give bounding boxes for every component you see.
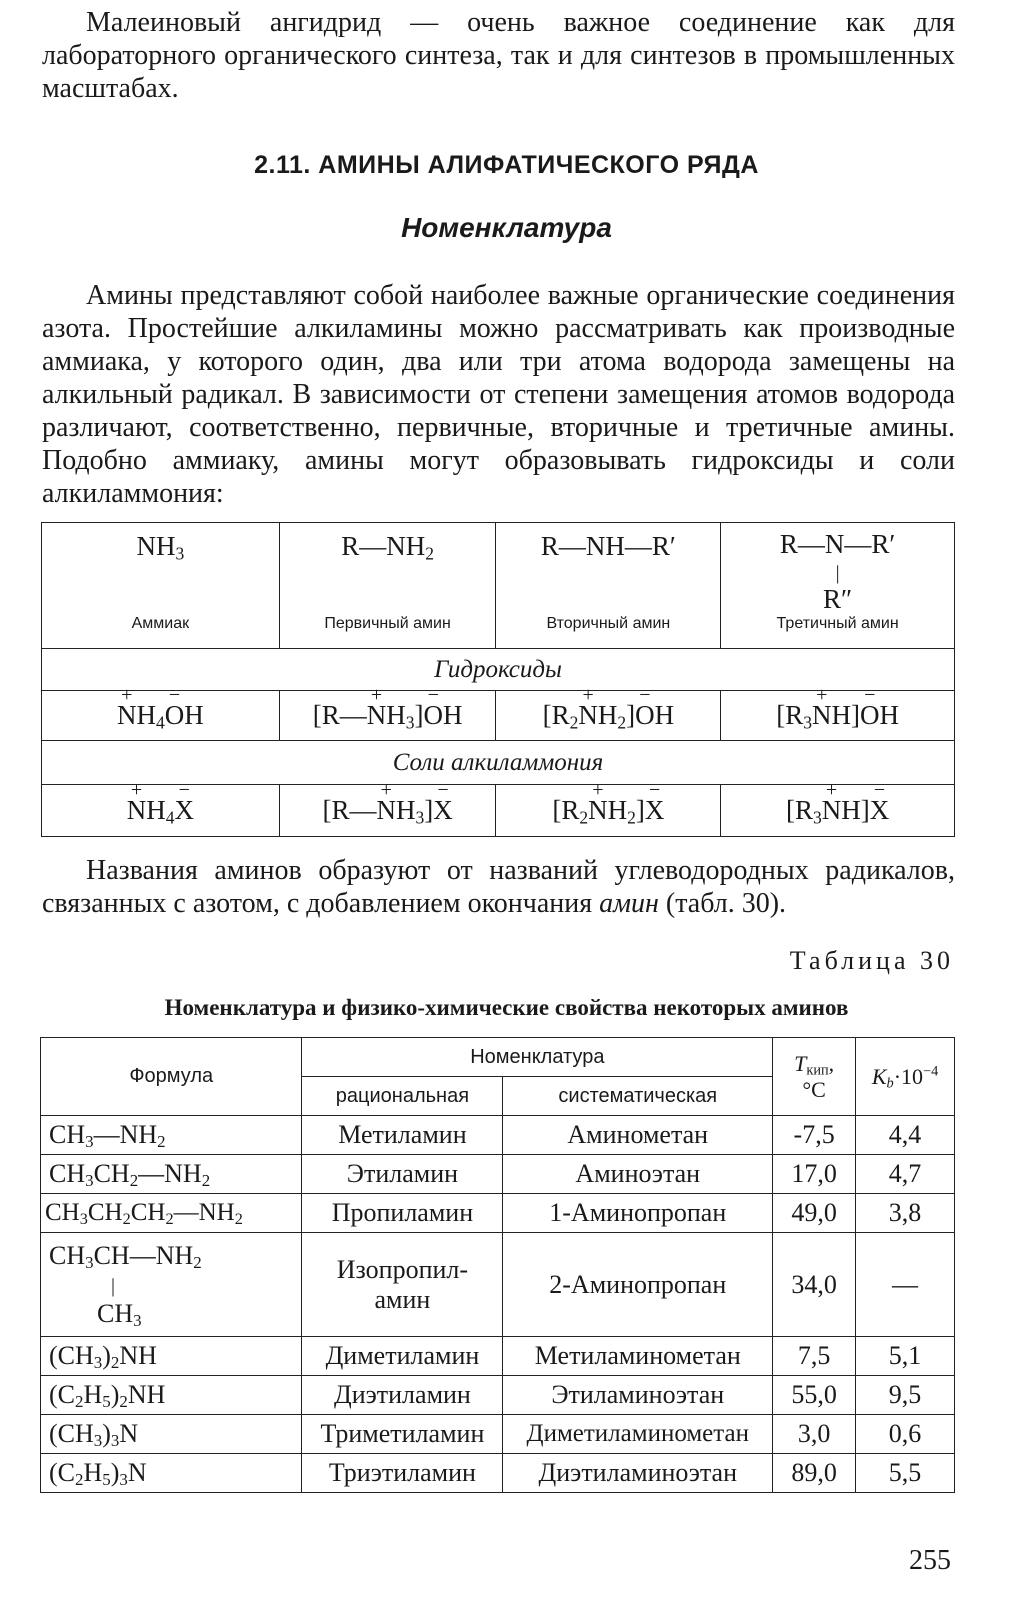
secondary-amine-caption: Вторичный амин xyxy=(546,615,671,632)
table-row: $(CH_3)_3N$ Триметиламин Диметиламинометан 3,0 0,6 xyxy=(41,1415,955,1454)
table-row: $(C_2H_5)_2NH$ Диэтиламин Этиламиноэтан 55,0 9,5 xyxy=(41,1376,955,1415)
table-row: $CH_3CH_2—NH_2$ Этиламин Аминоэтан 17,0 4,7 xyxy=(41,1155,955,1194)
table-row: $(C_2H_5)_3N$ Триэтиламин Диэтиламиноэтан 89,0 5,5 xyxy=(41,1454,955,1493)
header-formula: Формула xyxy=(41,1038,302,1116)
formula-cell: $(CH_3)_3N$ xyxy=(41,1415,302,1454)
table-row: $CH_3CH_2CH_2—NH_2$ Пропиламин 1-Аминопропан 49,0 3,8 xyxy=(41,1194,955,1233)
formula-cell: $(CH_3)_2NH$ xyxy=(41,1337,302,1376)
tertiary-amine-caption: Третичный амин xyxy=(776,615,899,632)
header-boiling-point: $T_{кип}$, °С xyxy=(773,1038,856,1116)
formula-cell: $CH_3CH—NH_2$ | $CH_3$ xyxy=(41,1233,302,1337)
table-caption: Номенклатура и физико-химические свойства некоторых аминов xyxy=(164,995,849,1020)
primary-amine-cell: $R—NH_2$ Первичный амин xyxy=(279,523,496,649)
formula-cell: $(C_2H_5)_3N$ xyxy=(41,1454,302,1493)
table-row: $(CH_3)_2NH$ Диметиламин Метиламинометан 7,5 5,1 xyxy=(41,1337,955,1376)
secondary-amine-cell: R—NH—R′ Вторичный амин xyxy=(496,523,721,649)
amines-properties-table xyxy=(40,1037,955,1493)
tertiary-amine-cell: R—N—R′ | R″ Третичный амин xyxy=(721,523,955,649)
header-systematic: систематическая xyxy=(503,1077,773,1116)
salts-row: + $NH_4$ − X [R— + $NH_3$] − X [$R_2$ + $NH_2$] − X [$R_3$ + NH] − X xyxy=(42,785,955,837)
formula-cell: $(C_2H_5)_2NH$ xyxy=(41,1376,302,1415)
header-rational: рациональная xyxy=(302,1077,503,1116)
ammonia-cell: $NH_3$ Аммиак xyxy=(42,523,280,649)
subsection-title: Номенклатура xyxy=(401,212,612,243)
ammonia-caption: Аммиак xyxy=(131,615,190,632)
table-number: Таблица 30 xyxy=(789,946,954,975)
amine-classes-row xyxy=(42,523,955,649)
amines-paragraph: Амины представляют собой наиболее важные органические соединения азота. Простейшие алкиламины можно рассматривать как производные аммиака, у которого один, два или три атома водорода замещены на алкильный радикал. В зависимости от степени замещения атомов водорода различают, соответственно, первичные, вторичные и третичные амины. Подобно аммиаку, амины могут образовывать гидроксиды и соли алкиламмония: xyxy=(42,280,955,509)
hydroxides-row: + $NH_4$ − OH [R— + $NH_3$] − OH [$R_2$ + $NH_2$] − OH [$R_3$ + NH] − OH xyxy=(42,691,955,741)
page-number: 255 xyxy=(909,1545,951,1576)
header-nomenclature: Номенклатура xyxy=(302,1038,773,1077)
section-title: 2.11. АМИНЫ АЛИФАТИЧЕСКОГО РЯДА xyxy=(254,151,759,179)
salts-heading: Соли алкиламмония xyxy=(42,741,955,785)
formula-cell: $CH_3CH_2CH_2—NH_2$ xyxy=(41,1194,302,1233)
table-row: $CH_3CH—NH_2$ | $CH_3$ Изопропил-амин 2-Аминопропан 34,0 — xyxy=(41,1233,955,1337)
table-row: $CH_3—NH_2$ Метиламин Аминометан -7,5 4,4 xyxy=(41,1116,955,1155)
intro-paragraph: Малеиновый ангидрид — очень важное соединение как для лабораторного органического синтеза, так и для синтезов в промышленных масштабах. xyxy=(42,7,955,104)
formula-cell: $CH_3CH_2—NH_2$ xyxy=(41,1155,302,1194)
primary-amine-caption: Первичный амин xyxy=(324,615,451,632)
header-kb: $K_b\cdot 10^{-4}$ xyxy=(856,1038,955,1116)
amine-classes-scheme xyxy=(41,522,955,837)
hydroxides-heading: Гидроксиды xyxy=(42,649,955,691)
formula-cell: $CH_3—NH_2$ xyxy=(41,1116,302,1155)
naming-paragraph: Названия аминов образуют от названий углеводородных радикалов, связанных с азотом, с добавлением окончания амин (табл. 30). xyxy=(42,855,955,919)
